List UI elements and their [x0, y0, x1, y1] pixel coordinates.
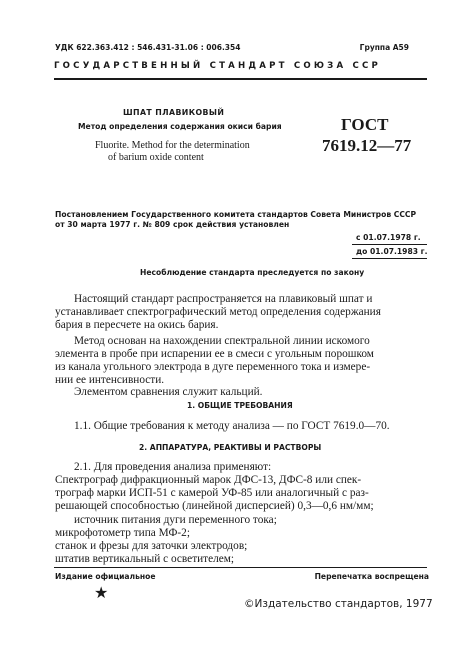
valid-from-date: с 01.07.1978 г. — [356, 233, 421, 242]
intro-p1-line: Настоящий стандарт распространяется на плавиковый шпат и — [74, 293, 373, 305]
reprint-prohibited-label: Перепечатка воспрещена — [314, 572, 429, 581]
star-icon: ★ — [94, 585, 109, 602]
equipment-item: штатив вертикальный с осветителем; — [55, 553, 235, 565]
footer-rule — [54, 567, 427, 568]
valid-to-underline — [352, 258, 427, 259]
valid-from-underline — [352, 244, 427, 245]
intro-p2-line: элемента в пробе при испарении ее в смеси с угольным порошком — [55, 348, 374, 360]
official-edition-label: Издание официальное — [55, 572, 156, 581]
intro-p2-line: из канала угольного электрода в дуге переменного тока и измере- — [55, 361, 371, 373]
equipment-item: станок и фрезы для заточки электродов; — [55, 540, 248, 552]
intro-p3-line: Элементом сравнения служит кальций. — [74, 386, 263, 398]
section-1-heading: 1. ОБЩИЕ ТРЕБОВАНИЯ — [187, 401, 293, 410]
section-2-line: трограф марки ИСП-51 с камерой УФ-85 или аналогичный с раз- — [55, 487, 369, 499]
gost-label: ГОСТ — [341, 115, 389, 134]
intro-p1-line: устанавливает спектрографический метод определения содержания — [55, 306, 381, 318]
section-2-lead: 2.1. Для проведения анализа применяют: — [74, 461, 272, 473]
valid-to-date: до 01.07.1983 г. — [356, 247, 428, 256]
decree-line-1: Постановлением Государственного комитета стандартов Совета Министров СССР — [55, 210, 417, 219]
udk-code: УДК 622.363.412 : 546.431-31.06 : 006.354 — [55, 43, 241, 52]
equipment-item: источник питания дуги переменного тока; — [74, 514, 277, 526]
gost-number: 7619.12—77 — [322, 136, 412, 155]
law-notice: Несоблюдение стандарта преследуется по закону — [140, 268, 365, 277]
section-1-text: 1.1. Общие требования к методу анализа — по ГОСТ 7619.0—70. — [74, 420, 390, 432]
intro-p2-line: нии ее интенсивности. — [55, 374, 165, 386]
copyright-notice: ©Издательство стандартов, 1977 — [244, 598, 433, 610]
title-russian: ШПАТ ПЛАВИКОВЫЙ — [123, 108, 225, 117]
section-2-heading: 2. АППАРАТУРА, РЕАКТИВЫ И РАСТВОРЫ — [139, 443, 322, 452]
intro-p1-line: бария в пересчете на окись бария. — [55, 319, 219, 331]
section-2-line: Спектрограф дифракционный марок ДФС-13, ДФС-8 или спек- — [55, 474, 362, 486]
group-code: Группа А59 — [359, 43, 409, 52]
subtitle-russian: Метод определения содержания окиси бария — [78, 122, 282, 131]
equipment-item: микрофотометр типа МФ-2; — [55, 527, 190, 539]
section-2-line: решающей способностью (линейной дисперсией) 0,3—0,6 нм/мм; — [55, 500, 374, 512]
decree-line-2: от 30 марта 1977 г. № 809 срок действия установлен — [55, 220, 290, 229]
header-rule — [54, 78, 427, 80]
intro-p2-line: Метод основан на нахождении спектральной линии искомого — [74, 335, 370, 347]
state-standard-banner: ГОСУДАРСТВЕННЫЙ СТАНДАРТ СОЮЗА ССР — [54, 61, 382, 71]
title-english-line-1: Fluorite. Method for the determination — [95, 140, 250, 151]
title-english-line-2: of barium oxide content — [108, 152, 204, 163]
